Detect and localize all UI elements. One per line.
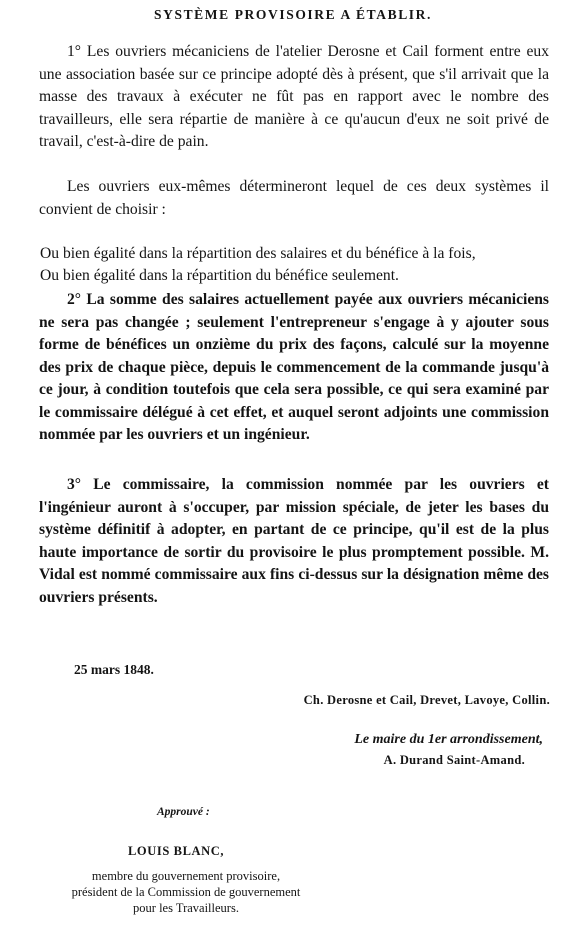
approver-role-line-1: membre du gouvernement provisoire, [91, 869, 281, 883]
choice-intro-paragraph: Les ouvriers eux-mêmes détermineront lequel de ces deux systèmes il convient de choisir : [39, 178, 549, 218]
mayor-name: A. Durand Saint-Amand. [383, 753, 525, 767]
approver-name: LOUIS BLANC, [128, 844, 225, 858]
article-1-paragraph: 1° Les ouvriers mécaniciens de l'atelier Derosne et Cail forment entre eux une association basée sur ce principe adopté dès à présent, que s'il arrivait que la masse des travaux à exécuter ne fût pas en rapport avec le nombre des travailleurs, elle sera répartie de manière à ce qu'aucun d'eux ne soit privé de travail, c'est-à-dire de pain. [39, 43, 549, 150]
document-date: 25 mars 1848. [74, 662, 154, 677]
article-2-paragraph: 2° La somme des salaires actuellement payée aux ouvriers mécaniciens ne sera pas changée ; seulement l'entrepreneur s'engage à y ajouter sous forme de bénéfices un onzième du prix des façons, calculé sur la moyenne des prix de chaque pièce, depuis le commencement de la commande jusqu'à ce jour, à condition toutefois que cela sera possible, ce qui sera examiné par le commissaire délégué à cet effet, et auquel seront adjoints une commission nommée par les ouvriers et un ingénieur. [39, 291, 549, 443]
article-3-paragraph: 3° Le commissaire, la commission nommée par les ouvriers et l'ingénieur auront à s'occuper, par mission spéciale, de jeter les bases du système définitif à adopter, en partant de ce principe, qu'il est de la plus haute importance de sortir du provisoire le plus promptement possible. M. Vidal est nommé commissaire aux fins ci-dessus sur la désignation même des ouvriers présents. [39, 476, 549, 606]
signatories-line: Ch. Derosne et Cail, Drevet, Lavoye, Collin. [303, 693, 550, 707]
approver-role-line-3: pour les Travailleurs. [133, 901, 239, 915]
mayor-title: Le maire du 1er arrondissement, [354, 732, 543, 747]
option-2-line: Ou bien égalité dans la répartition du bénéfice seulement. [40, 267, 399, 284]
option-1-line: Ou bien égalité dans la répartition des salaires et du bénéfice à la fois, [40, 245, 476, 262]
approver-role-line-2: président de la Commission de gouvernement [71, 885, 301, 899]
document-title: SYSTÈME PROVISOIRE A ÉTABLIR. [154, 7, 432, 22]
approval-label: Approuvé : [157, 806, 210, 818]
